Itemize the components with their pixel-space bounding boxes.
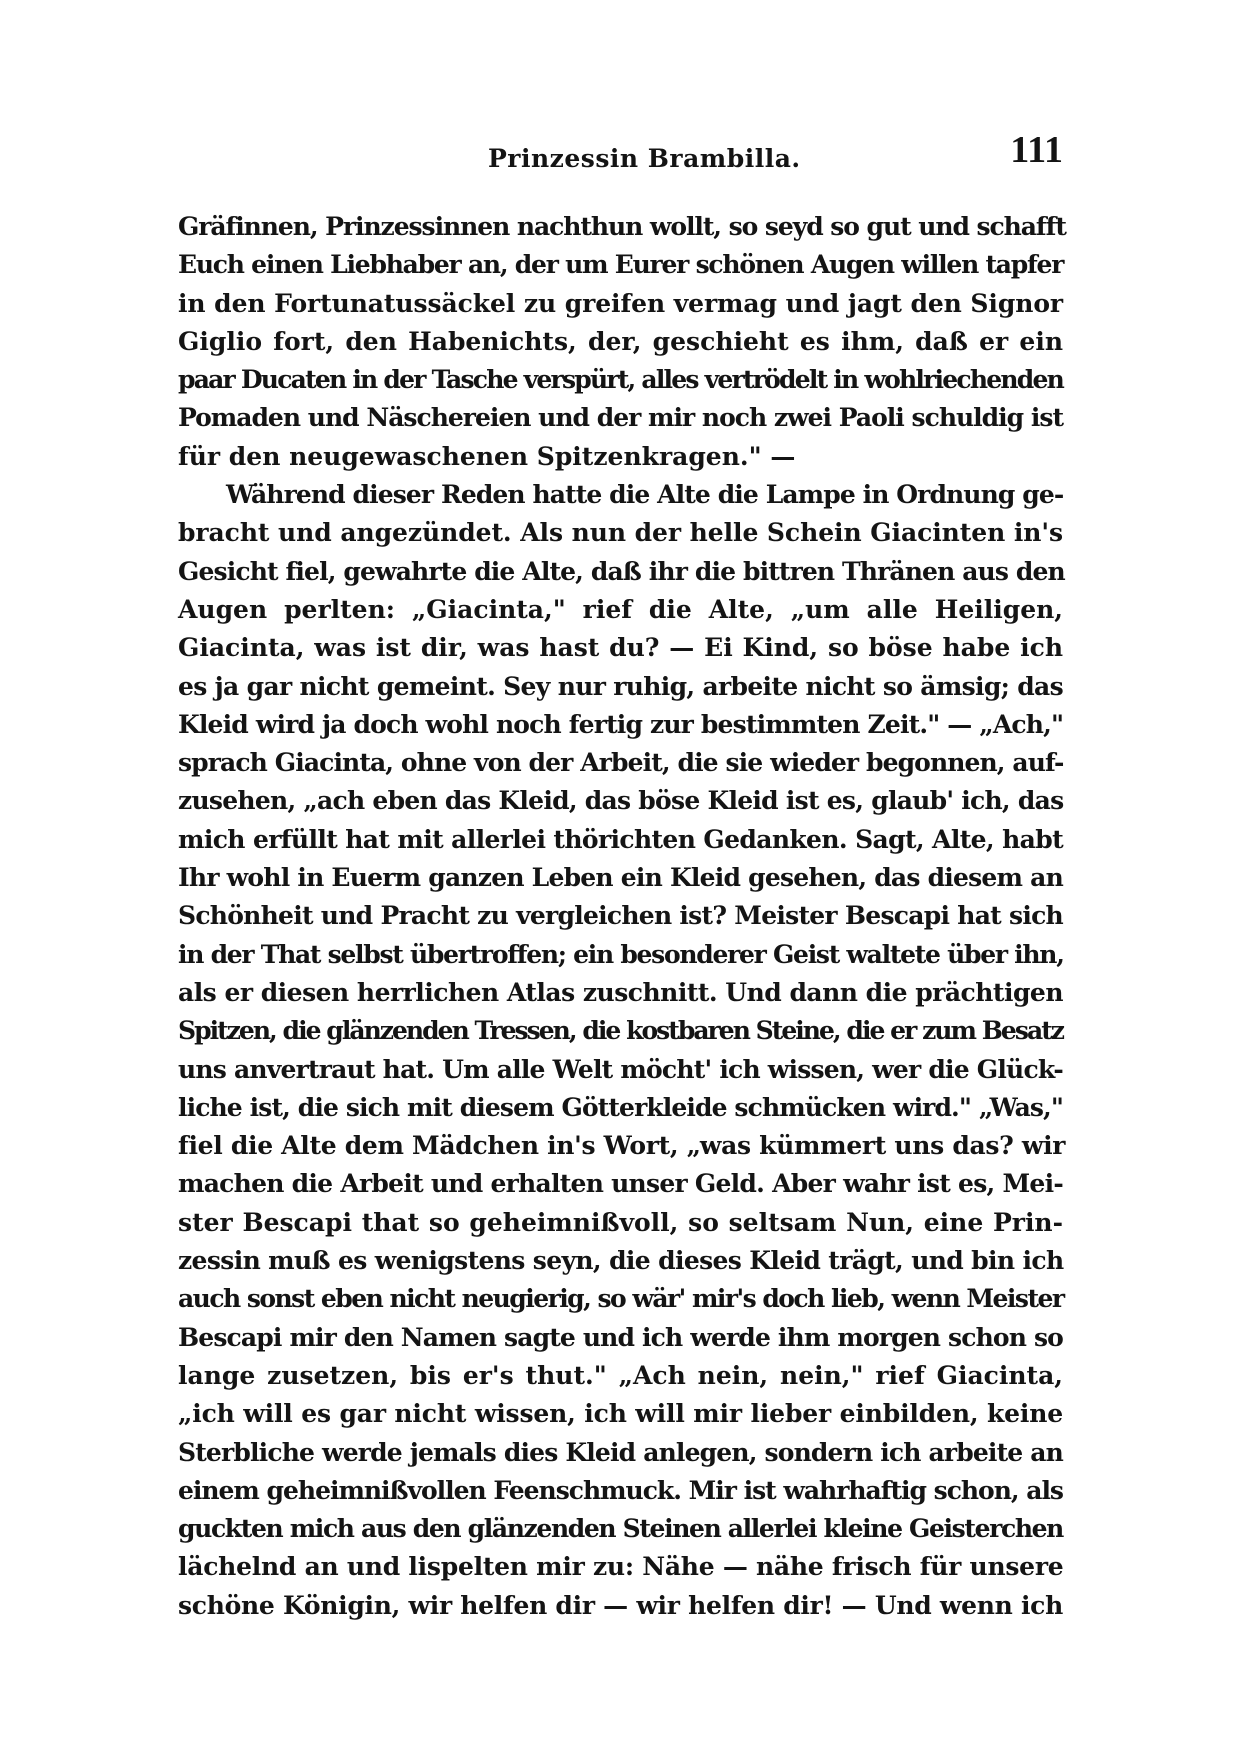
text-line: schöne Königin, wir helfen dir — wir helfen dir! — Und wenn ich: [178, 1590, 1063, 1620]
text-line: Gesicht fiel, gewahrte die Alte, daß ihr die bittren Thränen aus den: [178, 556, 1065, 586]
text-line: zessin muß es wenigstens seyn, die dieses Kleid trägt, und bin ich: [178, 1246, 1064, 1276]
text-line: Augen perlten: „Giacinta," rief die Alte, „um alle Heiligen,: [178, 594, 1063, 624]
text-line: Pomaden und Näschereien und der mir noch zwei Paoli schuldig ist: [178, 403, 1063, 433]
body-text: [178, 208, 1066, 1625]
text-line: fiel die Alte dem Mädchen in's Wort, „was kümmert uns das? wir: [178, 1131, 1066, 1161]
text-line: Kleid wird ja doch wohl noch fertig zur bestimmten Zeit." — „Ach,": [178, 709, 1064, 739]
text-line: bracht und angezündet. Als nun der helle Schein Giacinten in's: [178, 518, 1063, 548]
text-line: in den Fortunatussäckel zu greifen vermag und jagt den Signor: [178, 288, 1063, 318]
text-line: lächelnd an und lispelten mir zu: Nähe — nähe frisch für unsere: [178, 1552, 1064, 1582]
text-line: Giacinta, was ist dir, was hast du? — Ei Kind, so böse habe ich: [178, 633, 1063, 663]
text-line: machen die Arbeit und erhalten unser Geld. Aber wahr ist es, Mei-: [178, 1169, 1063, 1199]
text-line: Schönheit und Pracht zu vergleichen ist? Meister Bescapi hat sich: [178, 901, 1063, 931]
text-line: Während dieser Reden hatte die Alte die Lampe in Ordnung ge-: [226, 480, 1064, 510]
running-title: Prinzessin Brambilla.: [488, 144, 801, 173]
page-number: 111: [1010, 129, 1063, 171]
text-line: in der That selbst übertroffen; ein besonderer Geist waltete über ihn,: [178, 939, 1064, 969]
text-line: liche ist, die sich mit diesem Götterkleide schmücken wird." „Was,": [178, 1092, 1063, 1122]
text-line: auch sonst eben nicht neugierig, so wär' mir's doch lieb, wenn Meister: [178, 1284, 1064, 1314]
text-line: für den neugewaschenen Spitzenkragen." —: [178, 441, 796, 471]
text-line: Spitzen, die glänzenden Tressen, die kostbaren Steine, die er zum Besatz: [178, 1016, 1063, 1046]
text-line: Giglio fort, den Habenichts, der, geschieht es ihm, daß er ein: [178, 326, 1063, 356]
text-line: als er diesen herrlichen Atlas zuschnitt. Und dann die prächtigen: [178, 977, 1063, 1007]
text-line: es ja gar nicht gemeint. Sey nur ruhig, arbeite nicht so ämsig; das: [178, 671, 1063, 701]
text-line: Ihr wohl in Euerm ganzen Leben ein Kleid gesehen, das diesem an: [178, 863, 1063, 893]
page-header: [178, 128, 1063, 188]
text-line: paar Ducaten in der Tasche verspürt, alles vertrödelt in wohlriechenden: [178, 365, 1063, 395]
text-line: Sterbliche werde jemals dies Kleid anlegen, sondern ich arbeite an: [178, 1437, 1063, 1467]
text-line: Gräfinnen, Prinzessinnen nachthun wollt, so seyd so gut und schafft: [178, 212, 1066, 241]
text-line: sprach Giacinta, ohne von der Arbeit, die sie wieder begonnen, auf-: [178, 748, 1064, 778]
text-line: ster Bescapi that so geheimnißvoll, so seltsam Nun, eine Prin-: [178, 1207, 1063, 1237]
text-line: Euch einen Liebhaber an, der um Eurer schönen Augen willen tapfer: [178, 250, 1064, 280]
text-line: uns anvertraut hat. Um alle Welt möcht' ich wissen, wer die Glück-: [178, 1054, 1063, 1084]
text-line: zusehen, „ach eben das Kleid, das böse Kleid ist es, glaub' ich, das: [178, 786, 1064, 816]
text-line: „ich will es gar nicht wissen, ich will mir lieber einbilden, keine: [178, 1399, 1064, 1429]
text-line: Bescapi mir den Namen sagte und ich werde ihm morgen schon so: [178, 1322, 1063, 1352]
text-line: guckten mich aus den glänzenden Steinen allerlei kleine Geisterchen: [178, 1514, 1063, 1544]
text-line: einem geheimnißvollen Feenschmuck. Mir ist wahrhaftig schon, als: [178, 1475, 1063, 1505]
text-line: mich erfüllt hat mit allerlei thörichten Gedanken. Sagt, Alte, habt: [178, 824, 1063, 854]
text-line: lange zusetzen, bis er's thut." „Ach nein, nein," rief Giacinta,: [178, 1360, 1063, 1390]
